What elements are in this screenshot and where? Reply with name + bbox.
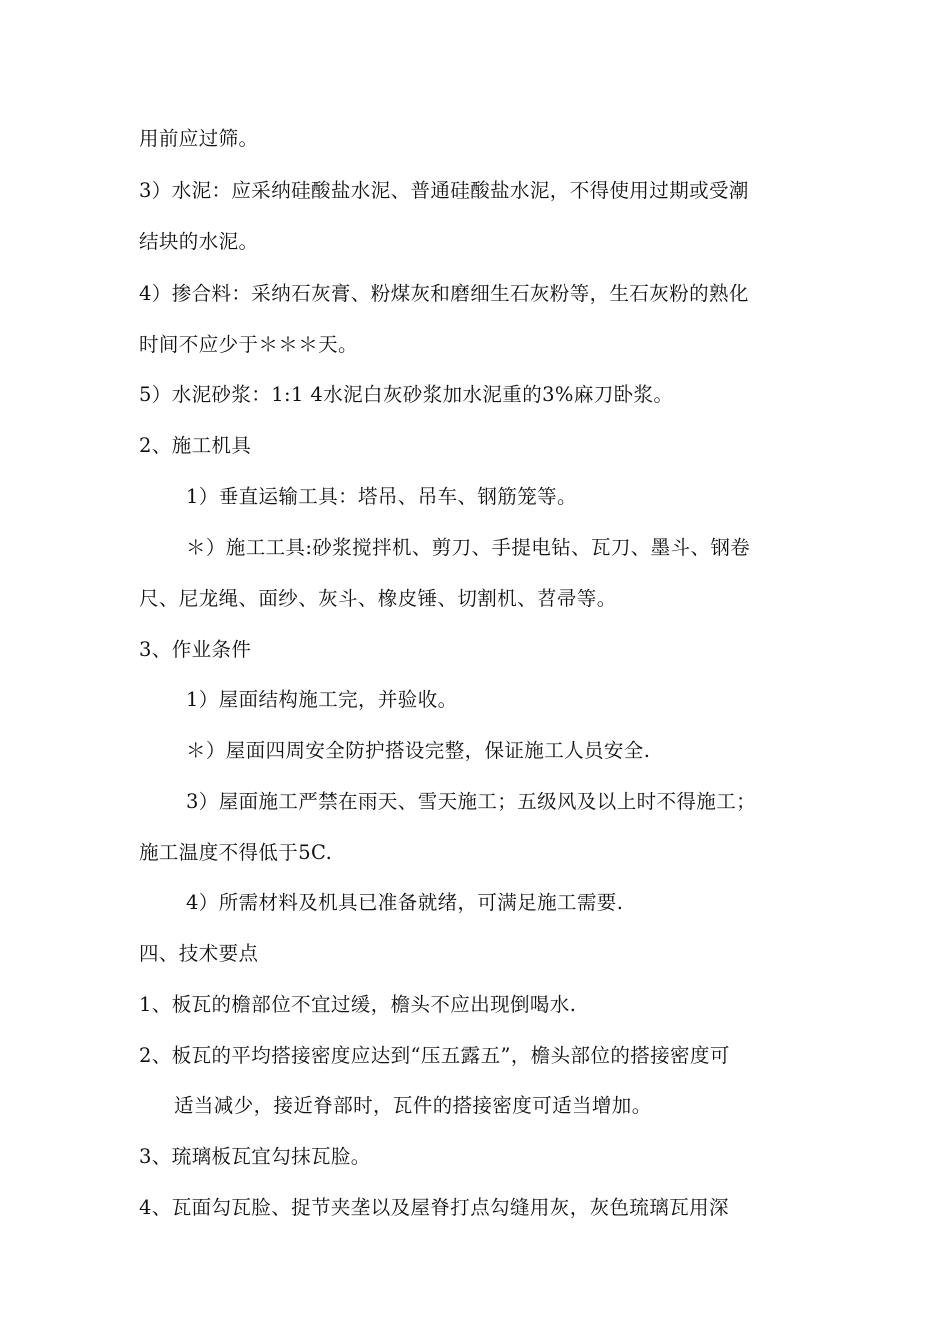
text-line: 时间不应少于＊＊＊天。: [139, 333, 358, 356]
text-line: 尺、尼龙绳、面纱、灰斗、橡皮锤、切割机、苕帚等。: [139, 587, 617, 610]
text-line: ＊）施工工具:砂浆搅拌机、剪刀、手提电钻、瓦刀、墨斗、钢卷: [186, 536, 751, 559]
section-heading: 2、施工机具: [139, 434, 252, 457]
section-heading: 四、技术要点: [139, 942, 259, 965]
section-heading: 3、作业条件: [139, 638, 252, 661]
text-line: 1、板瓦的檐部位不宜过缓，檐头不应出现倒喝水.: [139, 993, 577, 1016]
text-line: 结块的水泥。: [139, 230, 259, 253]
text-line: 适当减少，接近脊部时，瓦件的搭接密度可适当增加。: [174, 1094, 652, 1117]
text-line: 用前应过筛。: [139, 127, 259, 150]
text-line: 施工温度不得低于5C.: [139, 841, 333, 864]
text-line: 3）屋面施工严禁在雨天、雪天施工；五级风及以上时不得施工；: [186, 790, 757, 813]
text-line: 3、琉璃板瓦宜勾抹瓦脸。: [139, 1145, 371, 1168]
text-line: 1）垂直运输工具：塔吊、吊车、钢筋笼等。: [186, 485, 577, 508]
text-line: 4、瓦面勾瓦脸、捉节夹垄以及屋脊打点勾缝用灰，灰色琉璃瓦用深: [139, 1196, 729, 1219]
text-line: 3）水泥：应采纳硅酸盐水泥、普通硅酸盐水泥，不得使用过期或受潮: [139, 179, 749, 202]
text-line: 4）掺合料：采纳石灰膏、粉煤灰和磨细生石灰粉等，生石灰粉的熟化: [139, 282, 749, 305]
text-line: 2、板瓦的平均搭接密度应达到“压五露五”，檐头部位的搭接密度可: [139, 1044, 730, 1067]
text-line: 1）屋面结构施工完，并验收。: [186, 688, 458, 711]
text-line: ＊）屋面四周安全防护搭设完整，保证施工人员安全.: [186, 739, 651, 762]
text-line: 5）水泥砂浆：1:1 4水泥白灰砂浆加水泥重的3%麻刀卧浆。: [139, 383, 674, 406]
text-line: 4）所需材料及机具已准备就绪，可满足施工需要.: [186, 891, 624, 914]
